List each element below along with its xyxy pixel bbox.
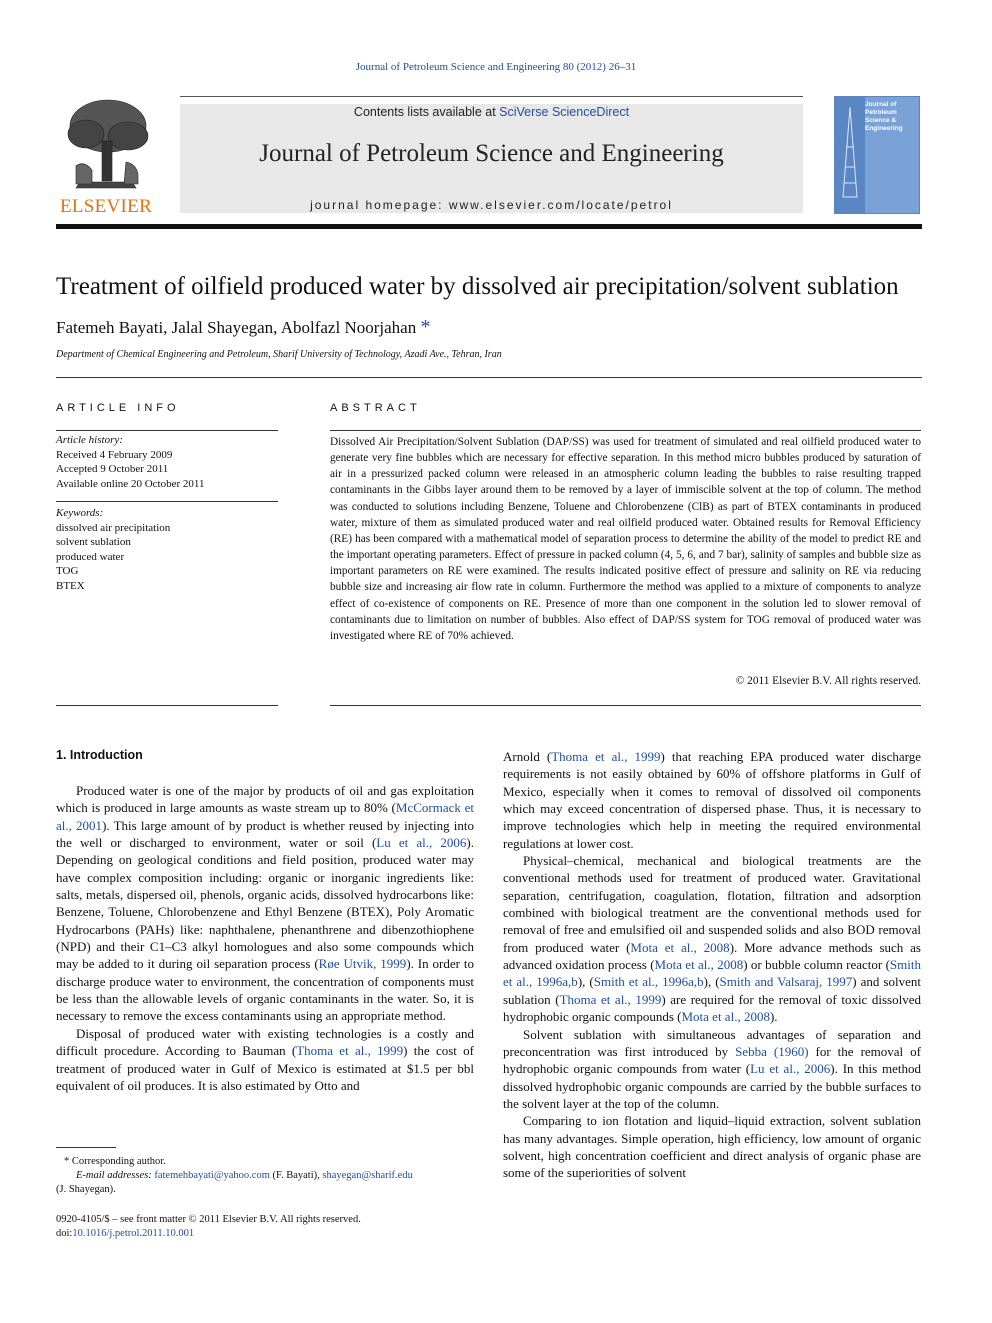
keyword-item: BTEX (56, 579, 85, 592)
citation-link[interactable]: Thoma et al., 1999 (296, 1043, 404, 1059)
issn-line: 0920-4105/$ – see front matter © 2011 Elsevier B.V. All rights reserved. (56, 1214, 361, 1225)
keyword-item: produced water (56, 550, 125, 563)
citation-link[interactable]: McCormack et al., 2001 (56, 800, 474, 833)
abstract-bottom-rule (330, 705, 921, 706)
paragraph: Produced water is one of the major by products of oil and gas exploitation which is produced in large amounts as waste stream up to 80% (McCormack et al., 2001). This large amount of by product is whether reused by injecting into the well or discharged to environment, water or soil (Lu et al., 2006). Depending on geological conditions and field position, produced water may have complex composition including: organic or inorganic ingredients like: salts, metals, dispersed oil, phenols, organic acids, dissolved hydrocarbons like: Benzene, Toluene, Chlorobenzene and Ethyl Benzene (BTEX), Poly Aromatic Hydrocarbons (PAHs) like: naphthalene, phenanthrene and dibenzothiophene (NPD) and their C1–C3 alkyl homologues and also some compounds which may be added to it during oil separation process (Røe Utvik, 1999). In order to discharge produce water to environment, the concentration of components must be less than the allowable levels of organic contaminants in the water. So, it is necessary to remove the excess contaminants using an appropriate method. (56, 783, 475, 1024)
affiliation: Department of Chemical Engineering and Petroleum, Sharif University of Technology, Azadi Ave., Tehran, Iran (56, 349, 502, 360)
journal-reference[interactable]: Journal of Petroleum Science and Engineering 80 (2012) 26–31 (355, 61, 637, 73)
cover-title: Journal of Petroleum Science & Engineering (865, 101, 903, 132)
citation-link[interactable]: Mota et al., 2008 (681, 1009, 770, 1025)
article-info-heading: ARTICLE INFO (56, 402, 180, 414)
citation-link[interactable]: Sebba (1960) (735, 1043, 809, 1059)
abstract-heading: ABSTRACT (330, 402, 421, 414)
citation-link[interactable]: Thoma et al., 1999 (551, 749, 661, 764)
paragraph: Physical–chemical, mechanical and biological treatments are the conventional methods used for treatment of produced water. Gravitational separation, centrifugation, coagulation, flotation, filtration and adsorption combined with biological treatment are the conventional methods used for removal of free and emulsified oil and suspended solids and also BOD removal from produced water (Mota et al., 2008). More advance methods such as advanced oxidation process (Mota et al., 2008) or bubble column reactor (Smith et al., 1996a,b), (Smith et al., 1996a,b), (Smith and Valsaraj, 1997) and solvent sublation (Thoma et al., 1999) are required for the removal of toxic dissolved hydrophobic organic compounds (Mota et al., 2008). (503, 853, 922, 1025)
email-link[interactable]: shayegan@sharif.edu (322, 1170, 413, 1181)
banner-top-rule (180, 96, 803, 97)
citation-link[interactable]: Mota et al., 2008 (654, 957, 744, 973)
citation-link[interactable]: Lu et al., 2006 (376, 835, 467, 851)
publication-info (56, 1213, 474, 1241)
history-label: Article history: (56, 434, 123, 446)
article-history (56, 433, 278, 491)
footnotes (56, 1155, 474, 1197)
paragraph: Solvent sublation with simultaneous advantages of separation and preconcentration was first introduced by Sebba (1960) for the removal of hydrophobic organic compounds from water (Lu et al., 2006). In this method dissolved hydrophobic organic compounds are carried by the bubble surfaces to the solvent layer at the top of the column. (503, 1026, 921, 1111)
keywords-rule (56, 501, 278, 502)
abstract-copyright: © 2011 Elsevier B.V. All rights reserved. (735, 675, 921, 687)
abstract-rule (330, 430, 921, 431)
citation-link[interactable]: Thoma et al., 1999 (559, 991, 662, 1007)
citation-link[interactable]: Smith and Valsaraj, 1997 (719, 974, 853, 990)
paragraph: Comparing to ion flotation and liquid–liquid extraction, solvent sublation has many advantages. Simple operation, high efficiency, low amount of organic solvent, high concentration coefficient and direct analysis of organic phase are some of the superiorities of solvent (503, 1113, 921, 1181)
citation-link[interactable]: Lu et al., 2006 (750, 1061, 831, 1077)
citation-link[interactable]: Mota et al., 2008 (630, 939, 730, 955)
authors: Fatemeh Bayati, Jalal Shayegan, Abolfazl Noorjahan (56, 318, 417, 337)
header-rule (56, 224, 922, 229)
footnote-rule (56, 1147, 116, 1148)
keywords-block (56, 506, 278, 593)
intro-left-column (56, 782, 474, 1094)
doi-line: doi:10.1016/j.petrol.2011.10.001 (56, 1228, 195, 1239)
author-list (56, 316, 922, 339)
keyword-item: dissolved air precipitation (56, 521, 171, 534)
email-name: (J. Shayegan). (56, 1184, 116, 1195)
oil-rig-icon (835, 97, 865, 213)
article-info-bottom-rule (56, 705, 278, 706)
keyword-item: TOG (56, 565, 79, 577)
paragraph: Arnold (Thoma et al., 1999) that reaching EPA produced water discharge requirements is not easily obtained by 60% of offshore platforms in Gulf of Mexico, especially when it comes to removal of dissolved oil components which may exceed concentration of dispersed phase. Thus, it is necessary to improve technologies which help in meeting the required environmental regulations at lower cost. (503, 749, 921, 851)
citation-link[interactable]: Smith et al., 1996a,b (593, 974, 704, 990)
corresponding-author-note: * Corresponding author. (64, 1156, 166, 1167)
citation-link[interactable]: Smith et al., 1996a,b (503, 957, 921, 990)
publisher-logo-text: ELSEVIER (59, 196, 153, 217)
keywords-label: Keywords: (56, 507, 104, 519)
intro-right-column (503, 748, 921, 1182)
email-line: E-mail addresses: fatemehbayati@yahoo.com (F. Bayati), shayegan@sharif.edu (76, 1170, 413, 1181)
email-link[interactable]: fatemehbayati@yahoo.com (154, 1170, 270, 1181)
contents-line (180, 105, 803, 119)
paragraph: Disposal of produced water with existing technologies is a costly and difficult procedure. According to Bauman (Thoma et al., 1999) the cost of treatment of produced water in Gulf of Mexico is estimated at $1.5 per bbl equivalent of oil produces. It is also estimated by Otto and (56, 1025, 474, 1093)
received-date: Received 4 February 2009 (56, 448, 173, 461)
online-date: Available online 20 October 2011 (56, 477, 205, 490)
abstract-text: Dissolved Air Precipitation/Solvent Sublation (DAP/SS) was used for treatment of simulated and real oilfield produced water to generate very fine bubbles which are necessary for effective separation. In this method micro bubbles produced by saturation of air in a pressurized packed column were released in an atmospheric column leading the bubbles to raise resulting trapped contaminants in the Gibbs layer around them to be removed by a layer of immiscible solvent at the top of column. The method was conducted to solutions including Benzene, Toluene and Chlorobenzene (ClB) as part of BTEX contaminants in produced water, mixture of them as simulated produced water and real oilfield produced water. Obtained results for Removal Efficiency (RE) has been compared with a mathematical model of separation process to determine the ability of the model to predict RE and the important operating parameters. Effect of pressure in packed column (4, 5, 6, and 7 bar), salinity of samples and bubble size as important parameters on RE were examined. The results indicated positive effect of pressure and salinity on RE via reducing bubble size and increasing air flow rate in column. Furthermore the method was applied to a mixture of components to analyze effect of co-existence of components on RE. Presence of more than one component in the solution led to slower removal of contaminants due to limitation on number of bubbles. Also effect of DAP/SS system for TOG removal of produced water was investigated where RE of 70% achieved. (330, 436, 921, 642)
sciencedirect-link[interactable]: SciVerse ScienceDirect (499, 105, 630, 119)
article-title: Treatment of oilfield produced water by dissolved air precipitation/solvent sublation (56, 273, 899, 300)
doi-link[interactable]: 10.1016/j.petrol.2011.10.001 (72, 1228, 195, 1239)
corresponding-author-mark[interactable]: * (420, 316, 431, 338)
journal-title: Journal of Petroleum Science and Engineering (259, 140, 724, 167)
journal-homepage[interactable]: journal homepage: www.elsevier.com/locate/petrol (310, 198, 673, 212)
contents-prefix: Contents lists available at (353, 105, 500, 119)
tree-icon (56, 96, 156, 194)
keyword-item: solvent sublation (56, 536, 131, 548)
citation-link[interactable]: Røe Utvik, 1999 (318, 956, 407, 972)
section-heading-introduction: 1. Introduction (56, 748, 143, 762)
journal-cover-thumbnail (834, 96, 920, 214)
title-rule (56, 377, 922, 378)
article-info-rule (56, 430, 278, 431)
accepted-date: Accepted 9 October 2011 (56, 463, 169, 475)
